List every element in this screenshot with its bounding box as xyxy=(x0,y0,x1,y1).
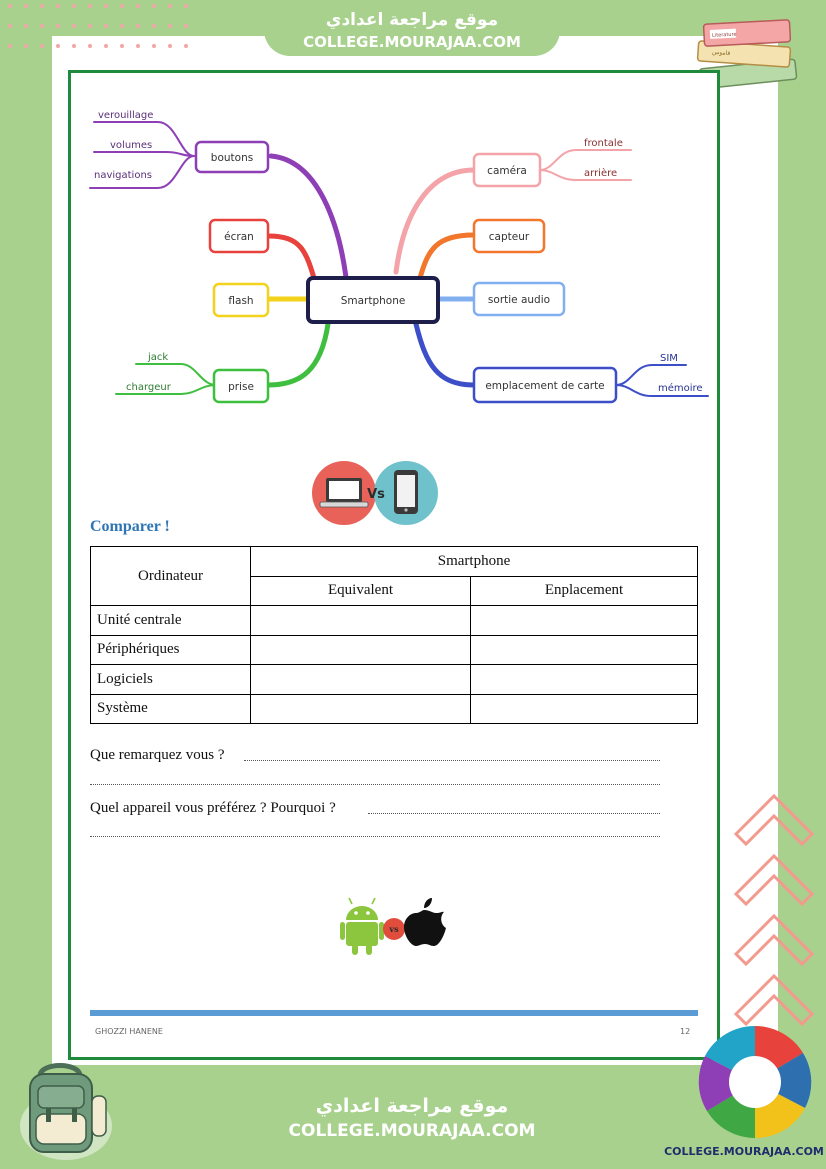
table-row xyxy=(91,694,698,724)
table-header-row xyxy=(91,547,698,577)
leaf-verouillage: verouillage xyxy=(98,110,154,121)
header-banner xyxy=(264,4,560,56)
node-flash-label: flash xyxy=(228,295,254,307)
footer-banner xyxy=(264,1078,560,1148)
node-capteur-label: capteur xyxy=(488,231,530,243)
frame-left xyxy=(0,0,52,1169)
book-spine-dictionary: قاموس xyxy=(711,48,731,58)
comparison-table xyxy=(90,546,698,724)
android-vs-apple-icon xyxy=(340,894,446,956)
header-enplacement: Enplacement xyxy=(471,576,698,606)
connector-prise xyxy=(268,324,328,385)
row-label-systeme: Système xyxy=(91,694,251,724)
row-label-unite-centrale: Unité centrale xyxy=(91,606,251,636)
answer-line-1a[interactable] xyxy=(244,760,660,761)
brand-url[interactable]: COLLEGE.MOURAJAA.COM xyxy=(664,1145,824,1158)
connector-camera xyxy=(396,170,474,272)
leaf-volumes: volumes xyxy=(110,140,153,151)
table-row xyxy=(91,606,698,636)
header-site-name: موقع مراجعة اعدادي xyxy=(325,10,499,30)
footer-divider xyxy=(90,1010,698,1016)
cell-equivalent-empty[interactable] xyxy=(251,635,471,665)
section-title: Comparer ! xyxy=(90,518,170,535)
subjects-wheel-icon xyxy=(694,1022,816,1142)
chevrons-decoration-icon xyxy=(732,790,816,1030)
book-spine-literature: Literature xyxy=(711,31,737,39)
node-sortie-audio-label: sortie audio xyxy=(487,294,551,306)
apple-icon xyxy=(404,910,446,946)
footer-site-name: موقع مراجعة اعدادي xyxy=(315,1095,509,1117)
question-2: Quel appareil vous préférez ? Pourquoi ? xyxy=(90,800,336,816)
dot-pattern-decoration xyxy=(0,0,210,52)
cell-enplacement-empty[interactable] xyxy=(471,606,698,636)
header-ordinateur: Ordinateur xyxy=(91,547,251,606)
connector-emplacement xyxy=(416,324,474,385)
leaf-jack: jack xyxy=(148,352,169,363)
leaf-arriere: arrière xyxy=(584,168,618,179)
row-label-peripheriques: Périphériques xyxy=(91,635,251,665)
smartphone-mindmap xyxy=(86,100,716,430)
cell-equivalent-empty[interactable] xyxy=(251,606,471,636)
node-boutons-label: boutons xyxy=(210,152,254,164)
node-emplacement-label: emplacement de carte xyxy=(485,380,605,392)
row-label-logiciels: Logiciels xyxy=(91,665,251,695)
cell-equivalent-empty[interactable] xyxy=(251,665,471,695)
header-smartphone: Smartphone xyxy=(251,547,698,577)
header-equivalent: Equivalent xyxy=(251,576,471,606)
cell-enplacement-empty[interactable] xyxy=(471,694,698,724)
question-1: Que remarquez vous ? xyxy=(90,747,225,763)
node-prise-label: prise xyxy=(228,381,254,393)
leaf-navigations: navigations xyxy=(94,170,153,181)
cell-enplacement-empty[interactable] xyxy=(471,635,698,665)
laptop-vs-phone-icon xyxy=(312,458,440,528)
answer-line-1b[interactable] xyxy=(90,784,660,785)
answer-line-2a[interactable] xyxy=(368,813,660,814)
node-camera-label: caméra xyxy=(487,165,527,177)
vs-label: Vs xyxy=(367,487,385,502)
os-vs-label: vs xyxy=(389,924,399,934)
leaf-frontale: frontale xyxy=(584,138,623,149)
footer-author: GHOZZI HANENE xyxy=(95,1027,163,1036)
cell-enplacement-empty[interactable] xyxy=(471,665,698,695)
table-row xyxy=(91,665,698,695)
footer-site-url[interactable]: COLLEGE.MOURAJAA.COM xyxy=(288,1121,536,1141)
leaf-chargeur: chargeur xyxy=(126,382,171,393)
cell-equivalent-empty[interactable] xyxy=(251,694,471,724)
answer-line-2b[interactable] xyxy=(90,836,660,837)
connector-boutons xyxy=(271,156,348,295)
connector-capteur xyxy=(420,235,474,278)
leaf-sim: SIM xyxy=(660,353,678,364)
header-site-url[interactable]: COLLEGE.MOURAJAA.COM xyxy=(303,33,521,51)
table-row xyxy=(91,635,698,665)
footer-page-number: 12 xyxy=(680,1027,691,1036)
android-icon xyxy=(340,898,384,955)
mindmap-center-label: Smartphone xyxy=(340,295,406,307)
node-ecran-label: écran xyxy=(224,231,254,243)
backpack-icon xyxy=(10,1056,116,1162)
leaf-memoire: mémoire xyxy=(658,383,703,394)
